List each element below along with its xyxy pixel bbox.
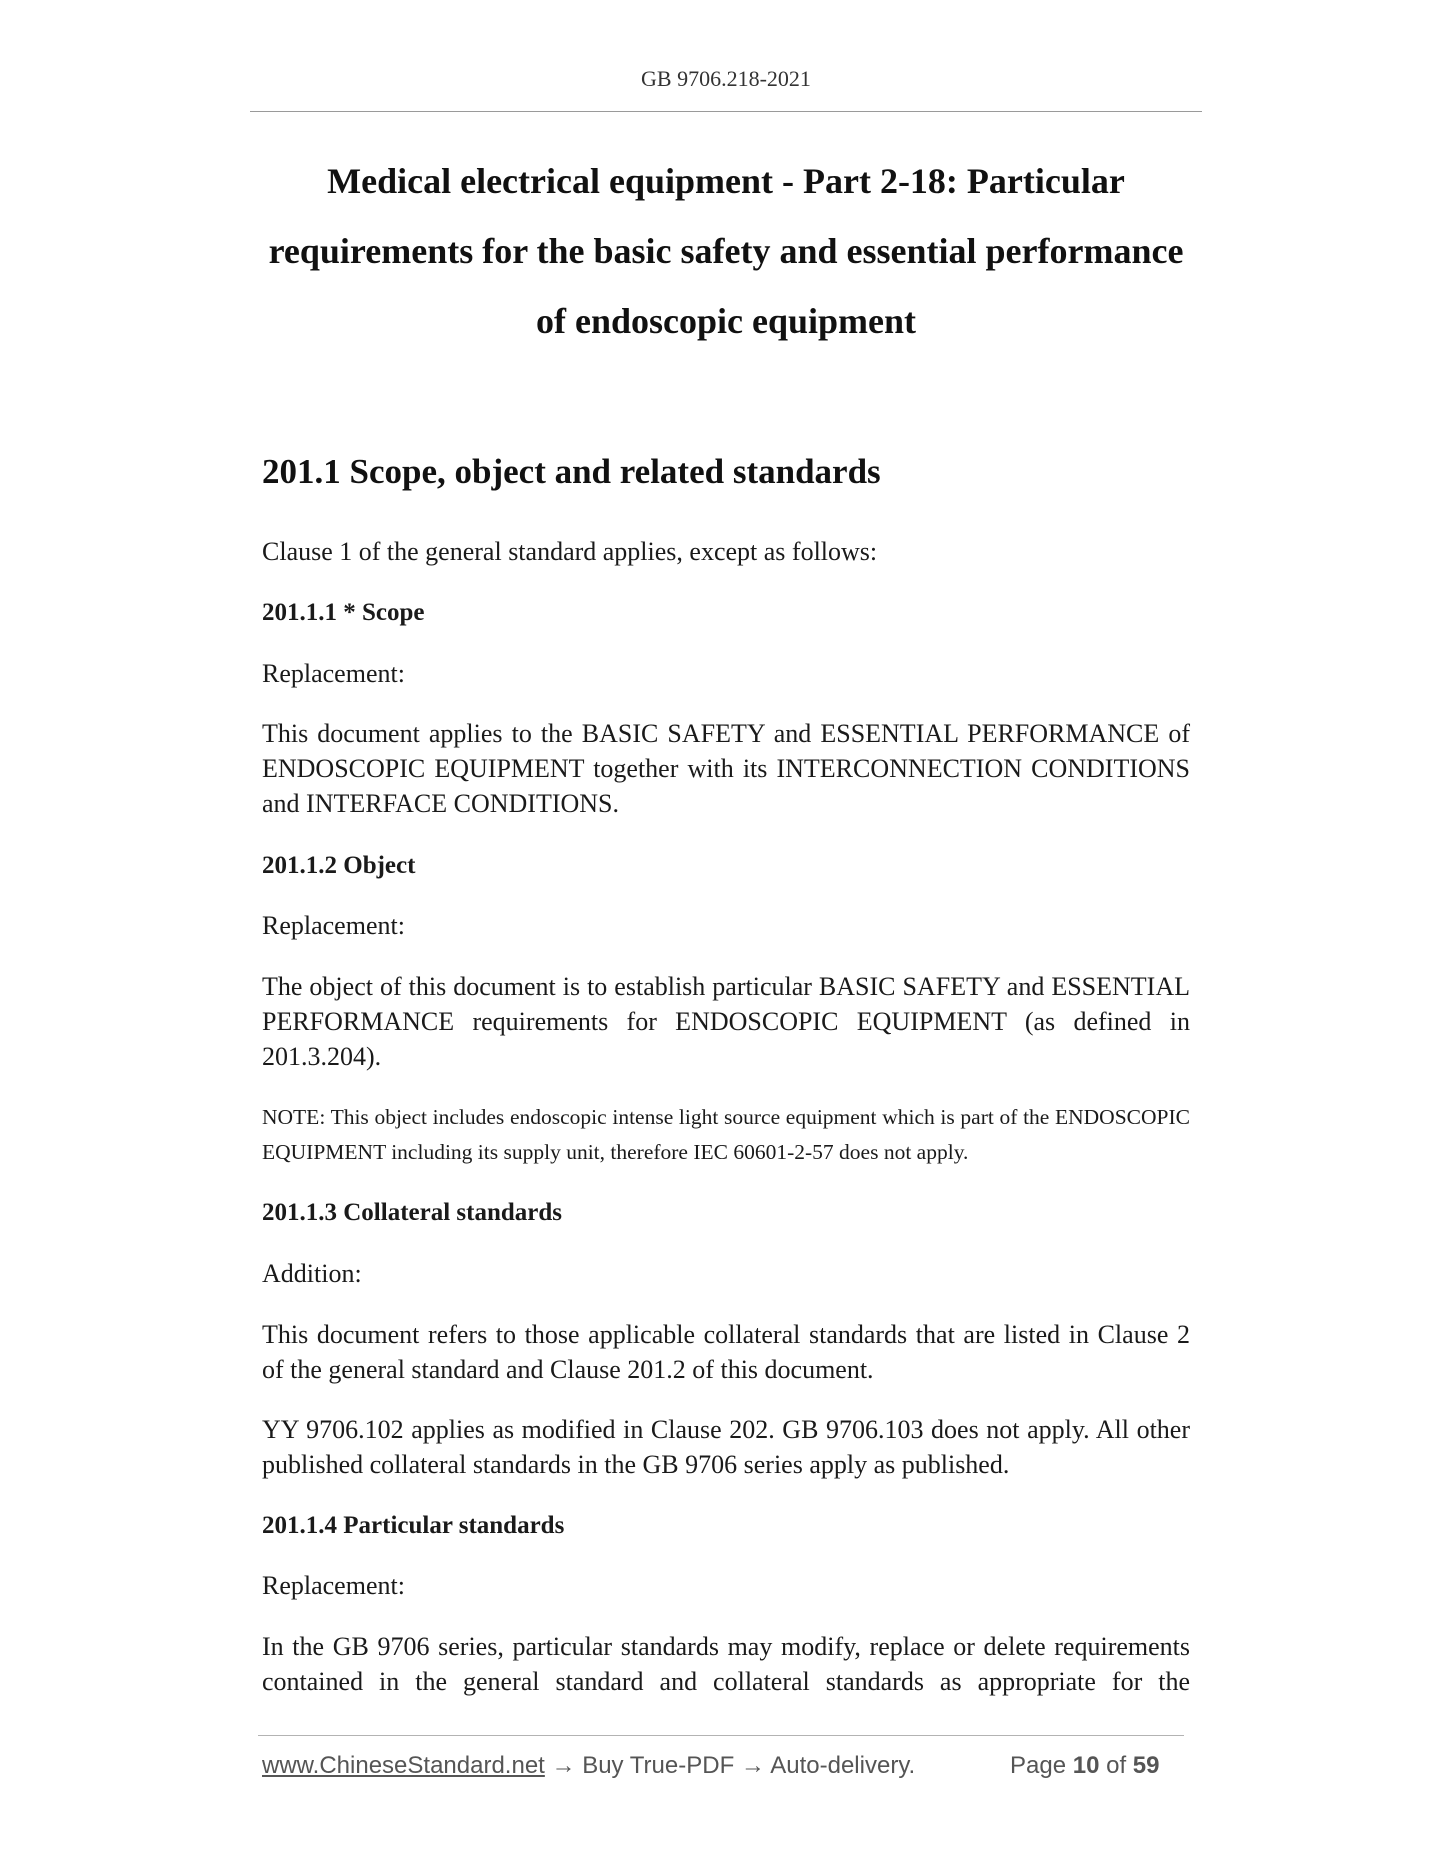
intro-paragraph: Clause 1 of the general standard applies, except as follows: xyxy=(262,537,878,566)
subheading-collateral-standards: 201.1.3 Collateral standards xyxy=(262,1199,562,1226)
replacement-label: Replacement: xyxy=(262,911,405,940)
page-number xyxy=(1010,1752,1160,1780)
site-link[interactable]: www.ChineseStandard.net xyxy=(262,1752,545,1779)
auto-delivery-text: Auto-delivery. xyxy=(770,1752,916,1779)
running-header: GB 9706.218-2021 xyxy=(641,66,811,91)
replacement-label: Replacement: xyxy=(262,659,405,688)
note-paragraph: NOTE: This object includes endoscopic intense light source equipment which is part of the ENDOSCOPIC EQUIPMENT including its supply unit, therefore IEC 60601-2-57 does not apply. xyxy=(262,1105,1190,1164)
subheading-particular-standards: 201.1.4 Particular standards xyxy=(262,1512,565,1539)
section-heading: 201.1 Scope, object and related standards xyxy=(262,452,881,491)
arrow-right-icon: → xyxy=(551,1752,576,1779)
total-pages: 59 xyxy=(1132,1752,1160,1779)
header-divider xyxy=(250,111,1202,112)
particular-standards-paragraph: In the GB 9706 series, particular standards may modify, replace or delete requirements contained in the general standard and collateral standards as appropriate for the xyxy=(262,1632,1190,1696)
replacement-label: Replacement: xyxy=(262,1571,405,1600)
of-label: of xyxy=(1106,1752,1127,1779)
footer-promo xyxy=(262,1752,915,1780)
page-label: Page xyxy=(1010,1752,1067,1779)
arrow-right-icon: → xyxy=(740,1752,765,1779)
subheading-scope: 201.1.1 * Scope xyxy=(262,599,425,626)
buy-true-pdf-text: Buy True-PDF xyxy=(582,1752,735,1779)
scope-paragraph: This document applies to the BASIC SAFETY and ESSENTIAL PERFORMANCE of ENDOSCOPIC EQUIPMENT together with its INTERCONNECTION CONDITIONS and INTERFACE CONDITIONS. xyxy=(262,719,1190,818)
document-title xyxy=(250,146,1202,356)
title-line-1: Medical electrical equipment - Part 2-18: Particular xyxy=(327,161,1125,201)
object-paragraph: The object of this document is to establish particular BASIC SAFETY and ESSENTIAL PERFORMANCE requirements for ENDOSCOPIC EQUIPMENT (as defined in 201.3.204). xyxy=(262,972,1190,1071)
collateral-applicability-paragraph: YY 9706.102 applies as modified in Clause 202. GB 9706.103 does not apply. All other published collateral standards in the GB 9706 series apply as published. xyxy=(262,1415,1190,1479)
title-line-2: requirements for the basic safety and essential performance xyxy=(268,231,1184,271)
collateral-paragraph: This document refers to those applicable collateral standards that are listed in Clause 2 of the general standard and Clause 201.2 of this document. xyxy=(262,1320,1190,1384)
title-line-3: of endoscopic equipment xyxy=(535,301,917,341)
addition-label: Addition: xyxy=(262,1259,362,1288)
footer-divider xyxy=(258,1735,1184,1736)
subheading-object: 201.1.2 Object xyxy=(262,852,416,879)
current-page: 10 xyxy=(1072,1752,1100,1779)
